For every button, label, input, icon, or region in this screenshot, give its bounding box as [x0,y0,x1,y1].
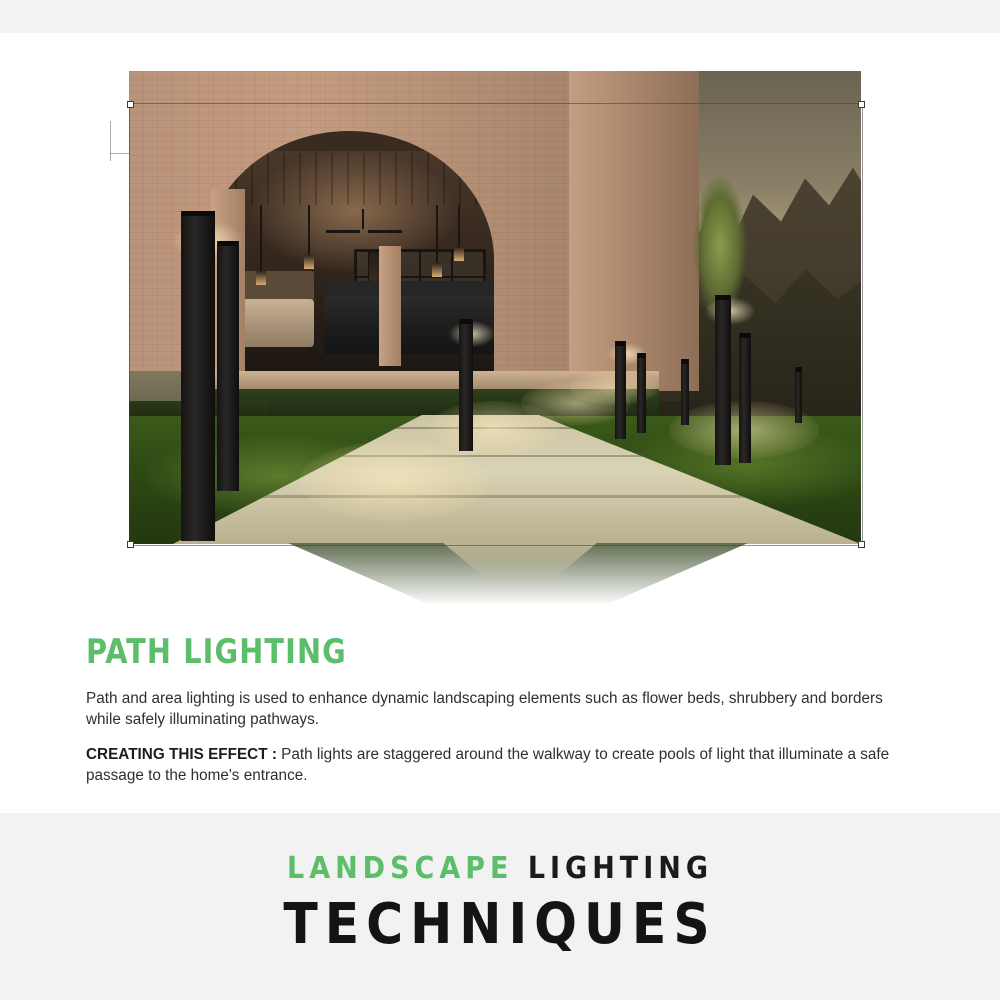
pendant-bulb-1 [256,271,266,285]
text-block [86,632,916,800]
pendant-bulb-3 [432,263,442,277]
pendant-bulb-4 [454,247,464,261]
bollard-light-8[interactable] [795,367,802,423]
resize-handle-bottom-left[interactable] [127,541,134,548]
stone-column-inner [379,246,401,366]
bollard-light-4[interactable] [637,353,646,433]
fan-rod [362,209,364,229]
guide-vertical-left [110,121,111,161]
footer-line-2: TECHNIQUES [283,892,717,957]
bollard-light-1b[interactable] [217,241,239,491]
pendant-light-3 [436,205,438,265]
description-paragraph: Path and area lighting is used to enhance dynamic landscaping elements such as flower beds, shrubbery and borders while safely illuminating pathways. [86,690,883,728]
porch-ceiling [219,153,481,205]
pendant-light-1 [260,205,262,273]
section-title: PATH LIGHTING [86,632,347,672]
effect-label: CREATING THIS EFFECT : [86,746,277,763]
footer-word-landscape: LANDSCAPE [287,851,514,886]
bollard-light-2[interactable] [459,319,473,451]
pendant-light-2 [308,205,310,257]
resize-handle-top-right[interactable] [858,101,865,108]
hero-image-region [0,33,1000,603]
resize-handle-bottom-right[interactable] [858,541,865,548]
pendant-light-4 [458,205,460,249]
footer-word-lighting: LIGHTING [527,851,713,886]
effect-text: Path lights are staggered around the walkway to create pools of light that illuminate a safe passage to the home's entrance. [86,746,890,784]
bollard-light-6[interactable] [715,295,731,465]
resize-handle-top-left[interactable] [127,101,134,108]
footer [0,813,1000,1000]
light-pool-1 [299,441,489,521]
bollard-light-1[interactable] [181,211,215,541]
pendant-bulb-2 [304,255,314,269]
ceiling-fan [326,227,402,235]
bollard-light-7[interactable] [739,333,751,463]
bollard-light-5[interactable] [681,359,689,425]
effect-paragraph [86,744,908,786]
footer-line-1 [0,851,1000,886]
bollard-light-3[interactable] [615,341,626,439]
render-canvas [129,71,861,544]
